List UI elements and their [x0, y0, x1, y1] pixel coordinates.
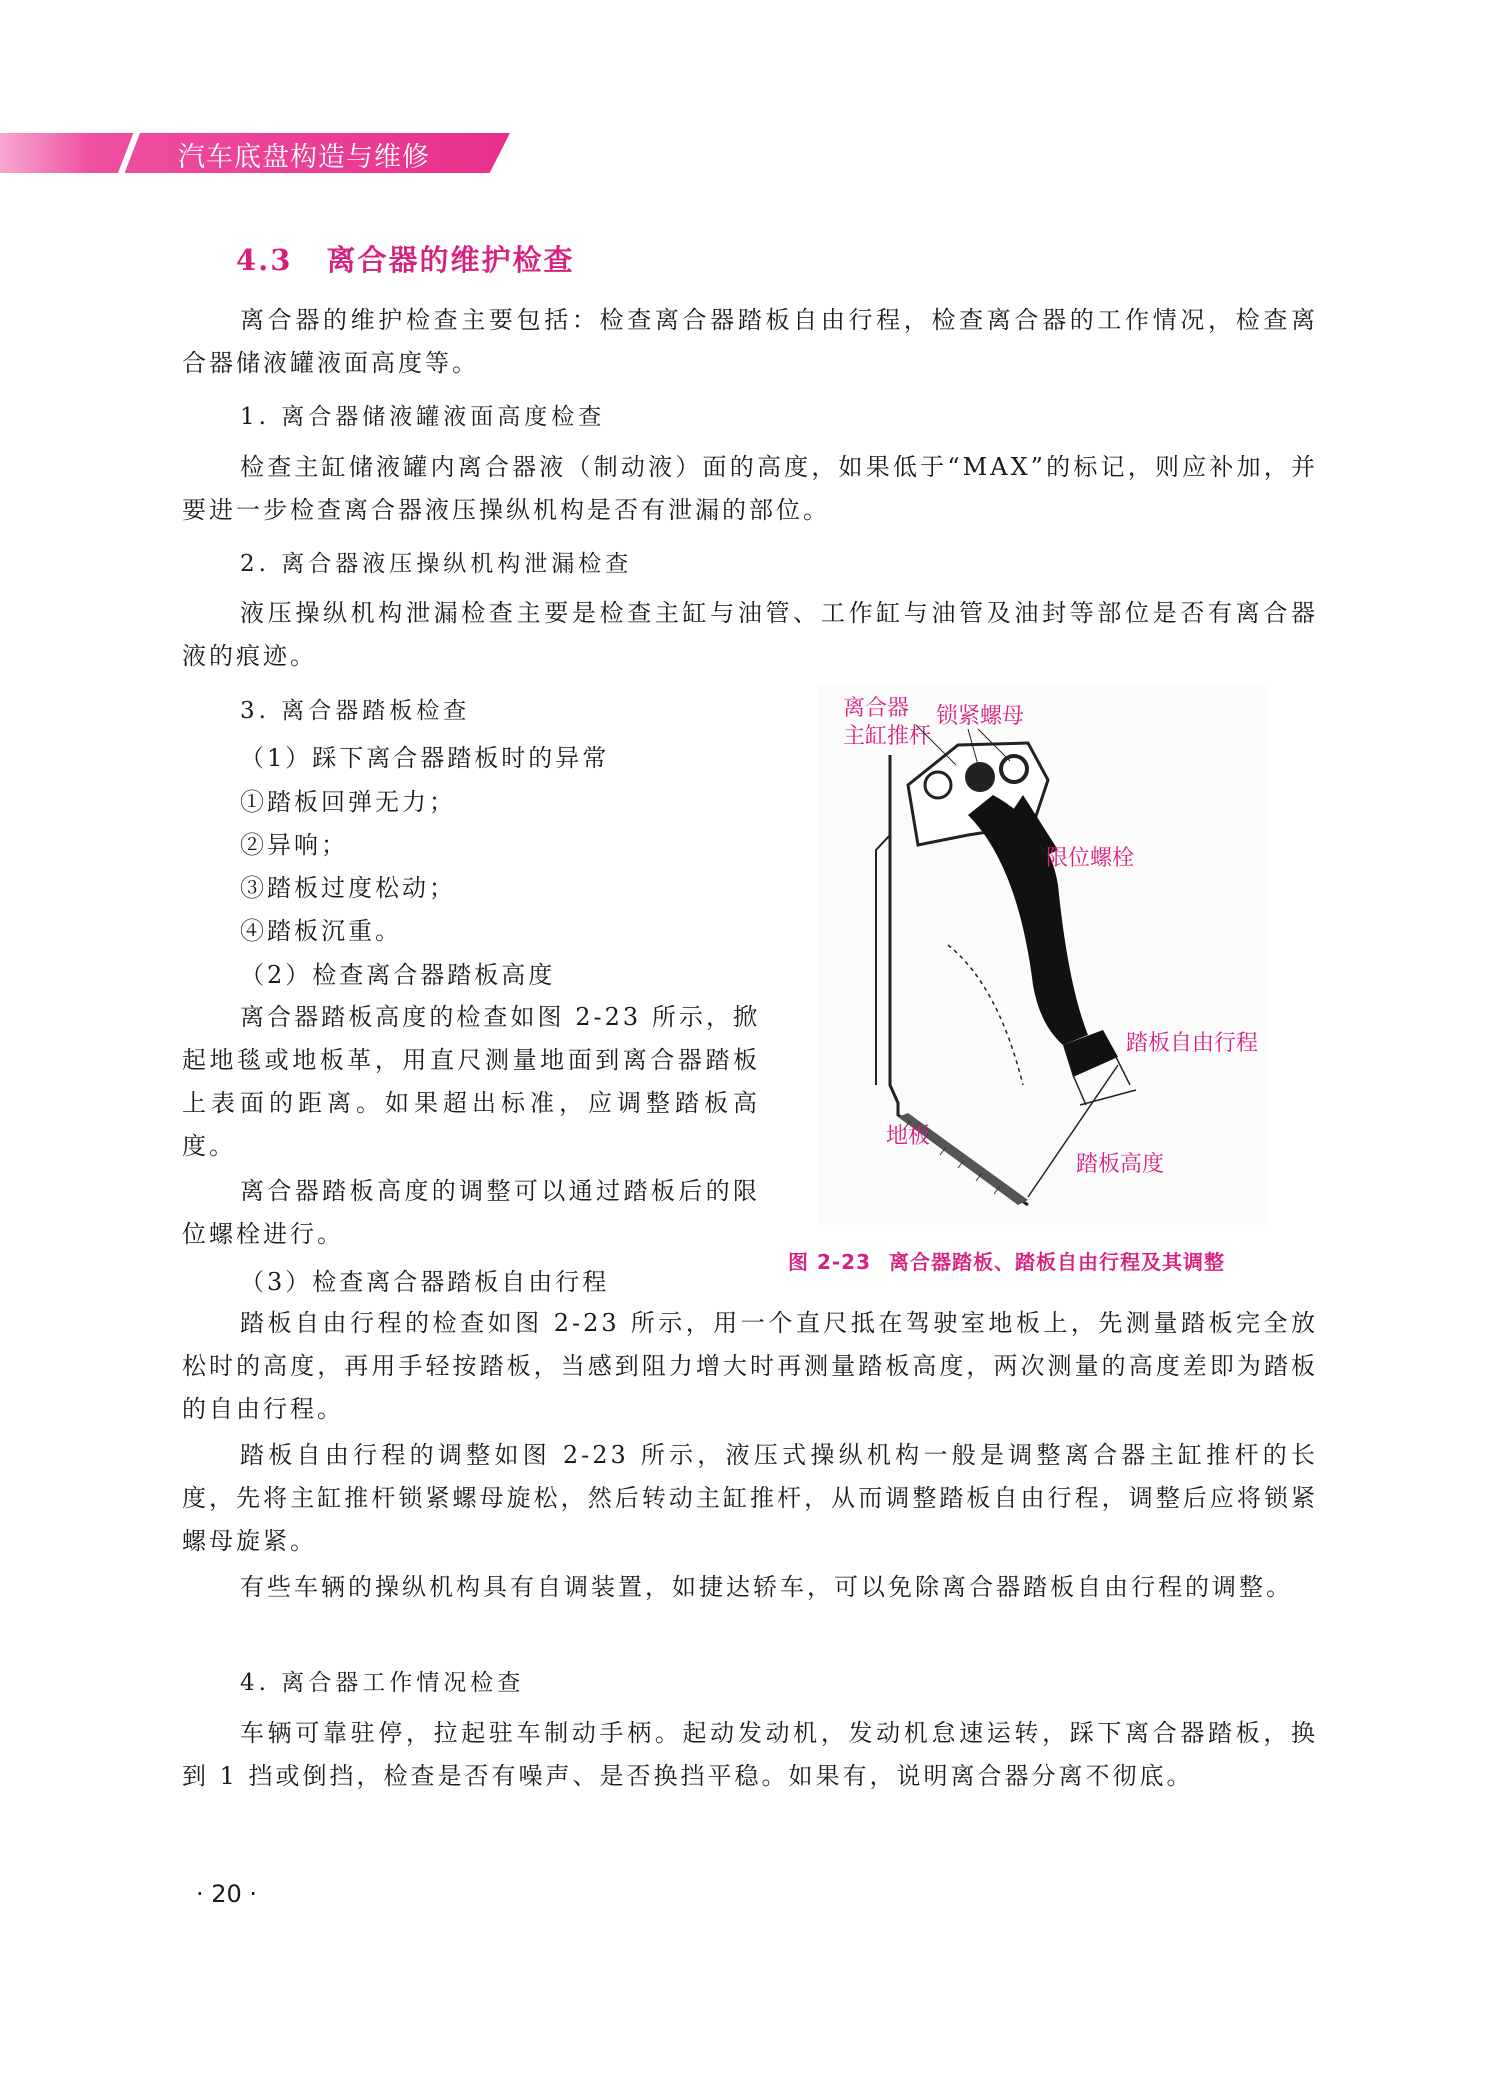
section-title: 离合器的维护检查 [326, 243, 575, 277]
subsection-3: （3）检查离合器踏板自由行程 [240, 1268, 610, 1296]
label-free-travel: 踏板自由行程 [1126, 1031, 1259, 1056]
label-clutch: 离合器 [843, 696, 910, 721]
paragraph-self-adjust: 有些车辆的操纵机构具有自调装置，如捷达轿车，可以免除离合器踏板自由行程的调整。 [240, 1573, 1293, 1601]
section-number: 4.3 [236, 243, 293, 277]
intro-paragraph: 离合器的维护检查主要包括：检查离合器踏板自由行程，检查离合器的工作情况，检查离合器储液罐液面高度等。 [182, 306, 1318, 377]
label-pushrod: 主缸推杆 [843, 724, 932, 749]
subheading-4: 4. 离合器工作情况检查 [240, 1670, 525, 1696]
figure-caption [788, 1246, 1225, 1275]
paragraph-operation-check: 车辆可靠驻停，拉起驻车制动手柄。起动发动机，发动机怠速运转，踩下离合器踏板，换到 1 挡或倒挡，检查是否有噪声、是否换挡平稳。如果有，说明离合器分离不彻底。 [182, 1719, 1318, 1790]
subheading-1: 1. 离合器储液罐液面高度检查 [240, 404, 606, 430]
figure-caption-text: 离合器踏板、踏板自由行程及其调整 [889, 1250, 1226, 1274]
list-item: ①踏板回弹无力； [240, 788, 456, 816]
subheading-2: 2. 离合器液压操纵机构泄漏检查 [240, 551, 633, 577]
pedal-figure [818, 685, 1268, 1225]
paragraph-leak: 液压操纵机构泄漏检查主要是检查主缸与油管、工作缸与油管及油封等部位是否有离合器液的痕迹。 [182, 599, 1318, 670]
figure-number: 图 2-23 [788, 1250, 872, 1274]
paragraph-free-travel-adjust: 踏板自由行程的调整如图 2-23 所示，液压式操纵机构一般是调整离合器主缸推杆的长度，先将主缸推杆锁紧螺母旋松，然后转动主缸推杆，从而调整踏板自由行程，调整后应将锁紧螺母旋紧。 [182, 1441, 1318, 1555]
label-pedal-height: 踏板高度 [1076, 1152, 1165, 1177]
label-floor: 地板 [886, 1124, 931, 1149]
subsection-1: （1）踩下离合器踏板时的异常 [240, 744, 610, 772]
paragraph-pedal-height: 离合器踏板高度的检查如图 2-23 所示，掀起地毯或地板革，用直尺测量地面到离合器踏板上表面的距离。如果超出标准，应调整踏板高度。 [182, 1003, 760, 1160]
subheading-3: 3. 离合器踏板检查 [240, 698, 471, 724]
paragraph-reservoir: 检查主缸储液罐内离合器液（制动液）面的高度，如果低于“MAX”的标记，则应补加，并要进一步检查离合器液压操纵机构是否有泄漏的部位。 [182, 453, 1318, 524]
list-item: ②异响； [240, 831, 348, 859]
label-limit-bolt: 限位螺栓 [1046, 846, 1135, 871]
paragraph-limit-bolt: 离合器踏板高度的调整可以通过踏板后的限位螺栓进行。 [182, 1177, 760, 1248]
section-heading [236, 238, 574, 279]
paragraph-free-travel-check: 踏板自由行程的检查如图 2-23 所示，用一个直尺抵在驾驶室地板上，先测量踏板完全放松时的高度，再用手轻按踏板，当感到阻力增大时再测量踏板高度，两次测量的高度差即为踏板的自由行程。 [182, 1309, 1318, 1423]
page-number: · 20 · [196, 1880, 258, 1908]
list-item: ③踏板过度松动； [240, 874, 456, 902]
subsection-2: （2）检查离合器踏板高度 [240, 961, 556, 989]
book-title: 汽车底盘构造与维修 [178, 142, 430, 173]
list-item: ④踏板沉重。 [240, 917, 402, 945]
label-locknut: 锁紧螺母 [936, 704, 1025, 729]
